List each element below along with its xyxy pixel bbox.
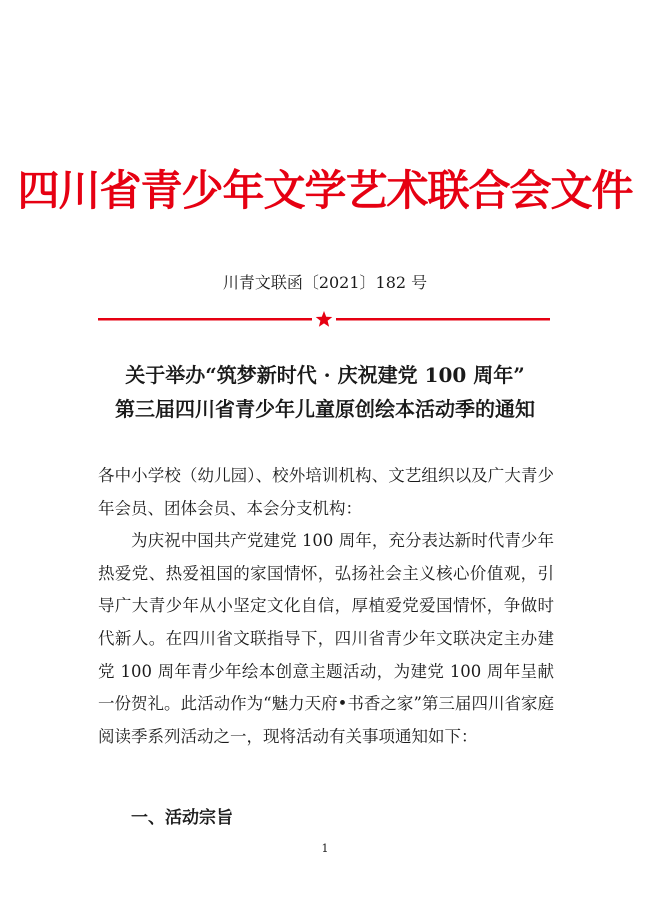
- notice-title: [0, 358, 650, 426]
- document-header-title: 四川省青少年文学艺术联合会文件: [17, 166, 633, 215]
- page-number: 1: [321, 842, 329, 855]
- salutation: 各中小学校（幼儿园）、校外培训机构、文艺组织以及广大青少年会员、团体会员、本会分支机构：: [98, 466, 554, 518]
- document-number: 川青文联函〔2021〕182 号: [222, 273, 428, 292]
- notice-body: [98, 460, 554, 753]
- section-heading-purpose: 一、活动宗旨: [131, 808, 233, 828]
- star-icon: [316, 311, 333, 327]
- header-divider: [98, 308, 550, 330]
- notice-title-line2: 第三届四川省青少年儿童原创绘本活动季的通知: [115, 397, 535, 421]
- divider-line-right: [336, 318, 550, 321]
- body-paragraph-1: 为庆祝中国共产党建党 100 周年，充分表达新时代青少年热爱党、热爱祖国的家国情怀，弘扬社会主义核心价值观，引导广大青少年从小坚定文化自信，厚植爱党爱国情怀，争做时代新人。在四川省文联指导下，四川省青少年文联决定主办建党 100 周年青少年绘本创意主题活动，为建党 100 周年呈献一份贺礼。此活动作为“魅力天府•书香之家”第三届四川省家庭阅读季系列活动之一，现将活动有关事项通知如下：: [98, 531, 554, 746]
- notice-title-line1: 关于举办“筑梦新时代 · 庆祝建党 100 周年”: [125, 363, 525, 387]
- divider-line-left: [98, 318, 312, 321]
